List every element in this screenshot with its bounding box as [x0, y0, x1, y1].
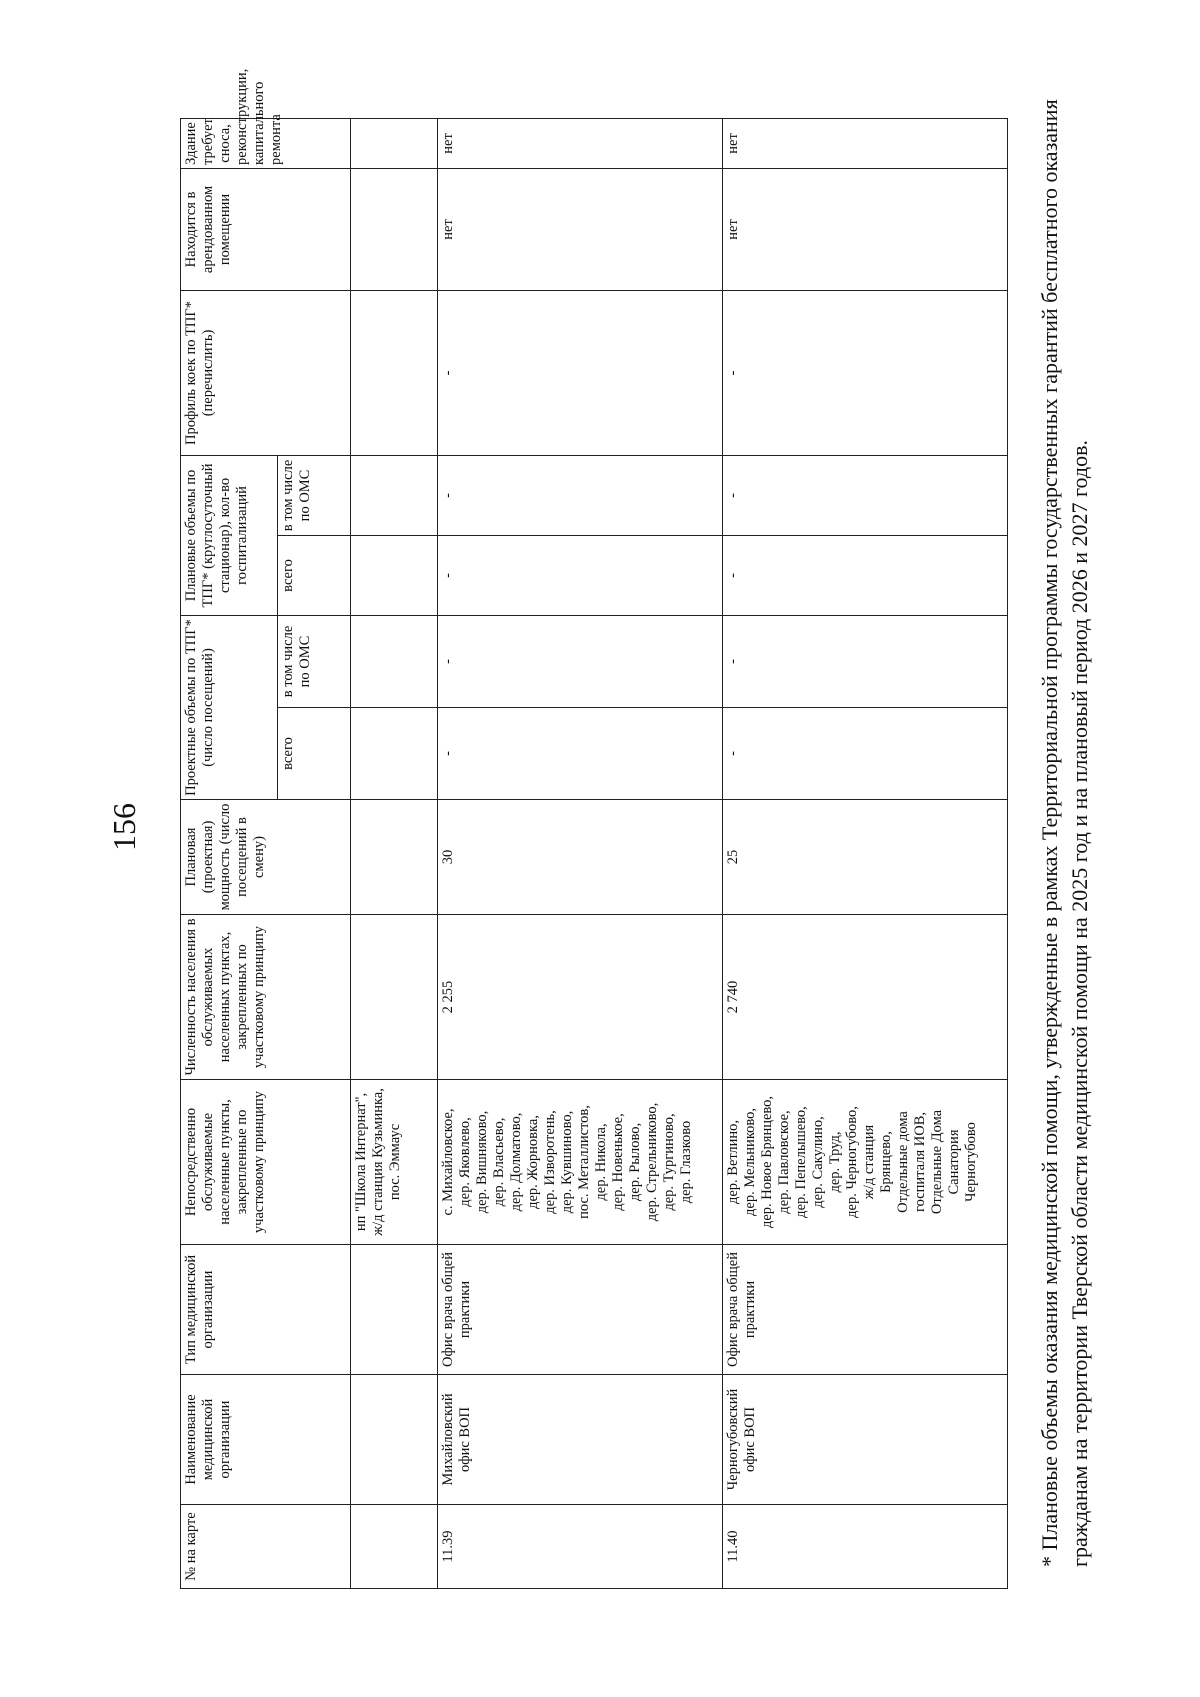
settlement-line: дер. Рылово,	[627, 1122, 643, 1202]
cell-empty	[351, 535, 438, 615]
cell-plan-total: -	[438, 535, 723, 615]
cell-empty	[351, 118, 438, 168]
cell-bed-profile: -	[438, 290, 723, 455]
settlement-line: дер. Кувшиново,	[559, 1110, 575, 1214]
cell-empty	[351, 915, 438, 1080]
settlement-line: дер. Черногубово,	[844, 1106, 860, 1218]
settlement-line: дер. Вишняково,	[474, 1110, 490, 1214]
medical-organizations-table	[180, 68, 1008, 1589]
subheader-project-total: всего	[278, 708, 351, 800]
table-row	[438, 118, 723, 1588]
cell-project-total: -	[438, 708, 723, 800]
cell-rented: нет	[438, 168, 723, 290]
header-demolition: Здание требует сноса, реконструкции, капитального ремонта	[181, 118, 351, 168]
cell-empty	[351, 168, 438, 290]
header-capacity: Плановая (проектная) мощность (число посещений в смену)	[181, 800, 351, 915]
settlement-line: дер. Мельниково,	[742, 1108, 758, 1216]
header-project-volumes: Проектные объемы по ТПГ* (число посещений)	[181, 615, 278, 799]
settlement-line: дер. Жорновка,	[525, 1115, 541, 1209]
settlement-line: нп "Школа Интернат",	[353, 1092, 369, 1232]
subheader-project-oms: в том числе по ОМС	[278, 615, 351, 707]
settlement-line: дер. Изворотень,	[542, 1110, 558, 1214]
header-name: Наименование медицинской организации	[181, 1375, 351, 1505]
cell-settlements	[723, 1080, 1008, 1245]
settlement-line: ж/д станция Кузьминка,	[370, 1088, 386, 1236]
settlement-line: дер. Тургиново,	[661, 1113, 677, 1211]
settlement-line: с. Михайловское,	[440, 1108, 456, 1216]
header-row	[181, 118, 278, 1588]
cell-empty	[351, 615, 438, 707]
settlement-line: дер. Павловское,	[776, 1110, 792, 1214]
header-num: № на карте	[181, 1505, 351, 1589]
cell-plan-total: -	[723, 535, 1008, 615]
settlement-line: госпиталя ИОВ,	[912, 1112, 928, 1212]
cell-empty	[351, 290, 438, 455]
settlement-line: дер. Долматово,	[508, 1112, 524, 1212]
settlement-line: дер. Стрельниково,	[644, 1102, 660, 1222]
cell-capacity: 25	[723, 800, 1008, 915]
settlement-line: дер. Власьево,	[491, 1117, 507, 1207]
cell-project-oms: -	[438, 615, 723, 707]
cell-bed-profile: -	[723, 290, 1008, 455]
table-row	[723, 118, 1008, 1588]
settlement-line: дер. Пепелышево,	[793, 1106, 809, 1218]
settlement-line: Брянцево,	[878, 1131, 894, 1193]
cell-empty	[351, 455, 438, 535]
cell-type: Офис врача общей практики	[723, 1245, 1008, 1375]
cell-empty	[351, 1505, 438, 1589]
continuation-row	[351, 118, 438, 1588]
header-population: Численность населения в обслуживаемых населенных пунктах, закрепленных по участковому принципу	[181, 915, 351, 1080]
cell-empty	[351, 1245, 438, 1375]
cell-empty	[351, 708, 438, 800]
settlement-line: Отдельные Дома	[929, 1109, 945, 1215]
header-type: Тип медицинской организации	[181, 1245, 351, 1375]
cell-name: Михайловский офис ВОП	[438, 1375, 723, 1505]
cell-plan-oms: -	[723, 455, 1008, 535]
cell-demolition: нет	[438, 118, 723, 168]
cell-project-oms: -	[723, 615, 1008, 707]
settlement-line: Черногубово	[963, 1122, 979, 1202]
cell-type: Офис врача общей практики	[438, 1245, 723, 1375]
cell-plan-oms: -	[438, 455, 723, 535]
settlement-line: Отдельные дома	[895, 1111, 911, 1213]
header-settlements: Непосредственно обслуживаемые населенные пункты, закрепленные по участковому принципу	[181, 1080, 351, 1245]
cell-settlements	[438, 1080, 723, 1245]
subheader-plan-oms: в том числе по ОМС	[278, 455, 351, 535]
cell-project-total: -	[723, 708, 1008, 800]
continuation-settlements-cell	[351, 1080, 438, 1245]
cell-empty	[351, 1375, 438, 1505]
cell-population: 2 740	[723, 915, 1008, 1080]
subheader-plan-total: всего	[278, 535, 351, 615]
settlement-line: дер. Глазково	[678, 1120, 694, 1204]
settlement-line: ж/д станция	[861, 1124, 877, 1200]
settlement-line: Санатория	[946, 1129, 962, 1195]
settlement-line: дер. Сакулино,	[810, 1116, 826, 1208]
cell-empty	[351, 800, 438, 915]
cell-demolition: нет	[723, 118, 1008, 168]
settlement-line: дер. Труд,	[827, 1131, 843, 1193]
footnote: * Плановые объемы оказания медицинской помощи, утвержденные в рамках Территориальной программы государственных гарантий бесплатного оказания гражданам на территории Тверской области медицинской помощи на 2025 год и на плановый период 2026 и 2027 годов.	[1037, 99, 1092, 1567]
header-bed-profile: Профиль коек по ТПГ* (перечислить)	[181, 290, 351, 455]
cell-num: 11.40	[723, 1505, 1008, 1589]
settlement-line: дер. Яковлево,	[457, 1117, 473, 1207]
settlement-line: дер. Никола,	[593, 1123, 609, 1201]
cell-rented: нет	[723, 168, 1008, 290]
settlement-line: дер. Новое Брянцево,	[759, 1095, 775, 1229]
settlement-line: пос. Металлистов,	[576, 1105, 592, 1219]
header-plan-volumes: Плановые объемы по ТПГ* (круглосуточный стационар), кол-во госпитализаций	[181, 455, 278, 615]
cell-num: 11.39	[438, 1505, 723, 1589]
page-number: 156	[106, 803, 142, 851]
settlement-line: пос. Эммаус	[387, 1123, 403, 1201]
cell-population: 2 255	[438, 915, 723, 1080]
cell-capacity: 30	[438, 800, 723, 915]
settlement-line: дер. Новенькое,	[610, 1113, 626, 1211]
settlement-line: дер. Ветлино,	[725, 1119, 741, 1205]
header-rented: Находится в арендованном помещении	[181, 168, 351, 290]
cell-name: Черногубовский офис ВОП	[723, 1375, 1008, 1505]
